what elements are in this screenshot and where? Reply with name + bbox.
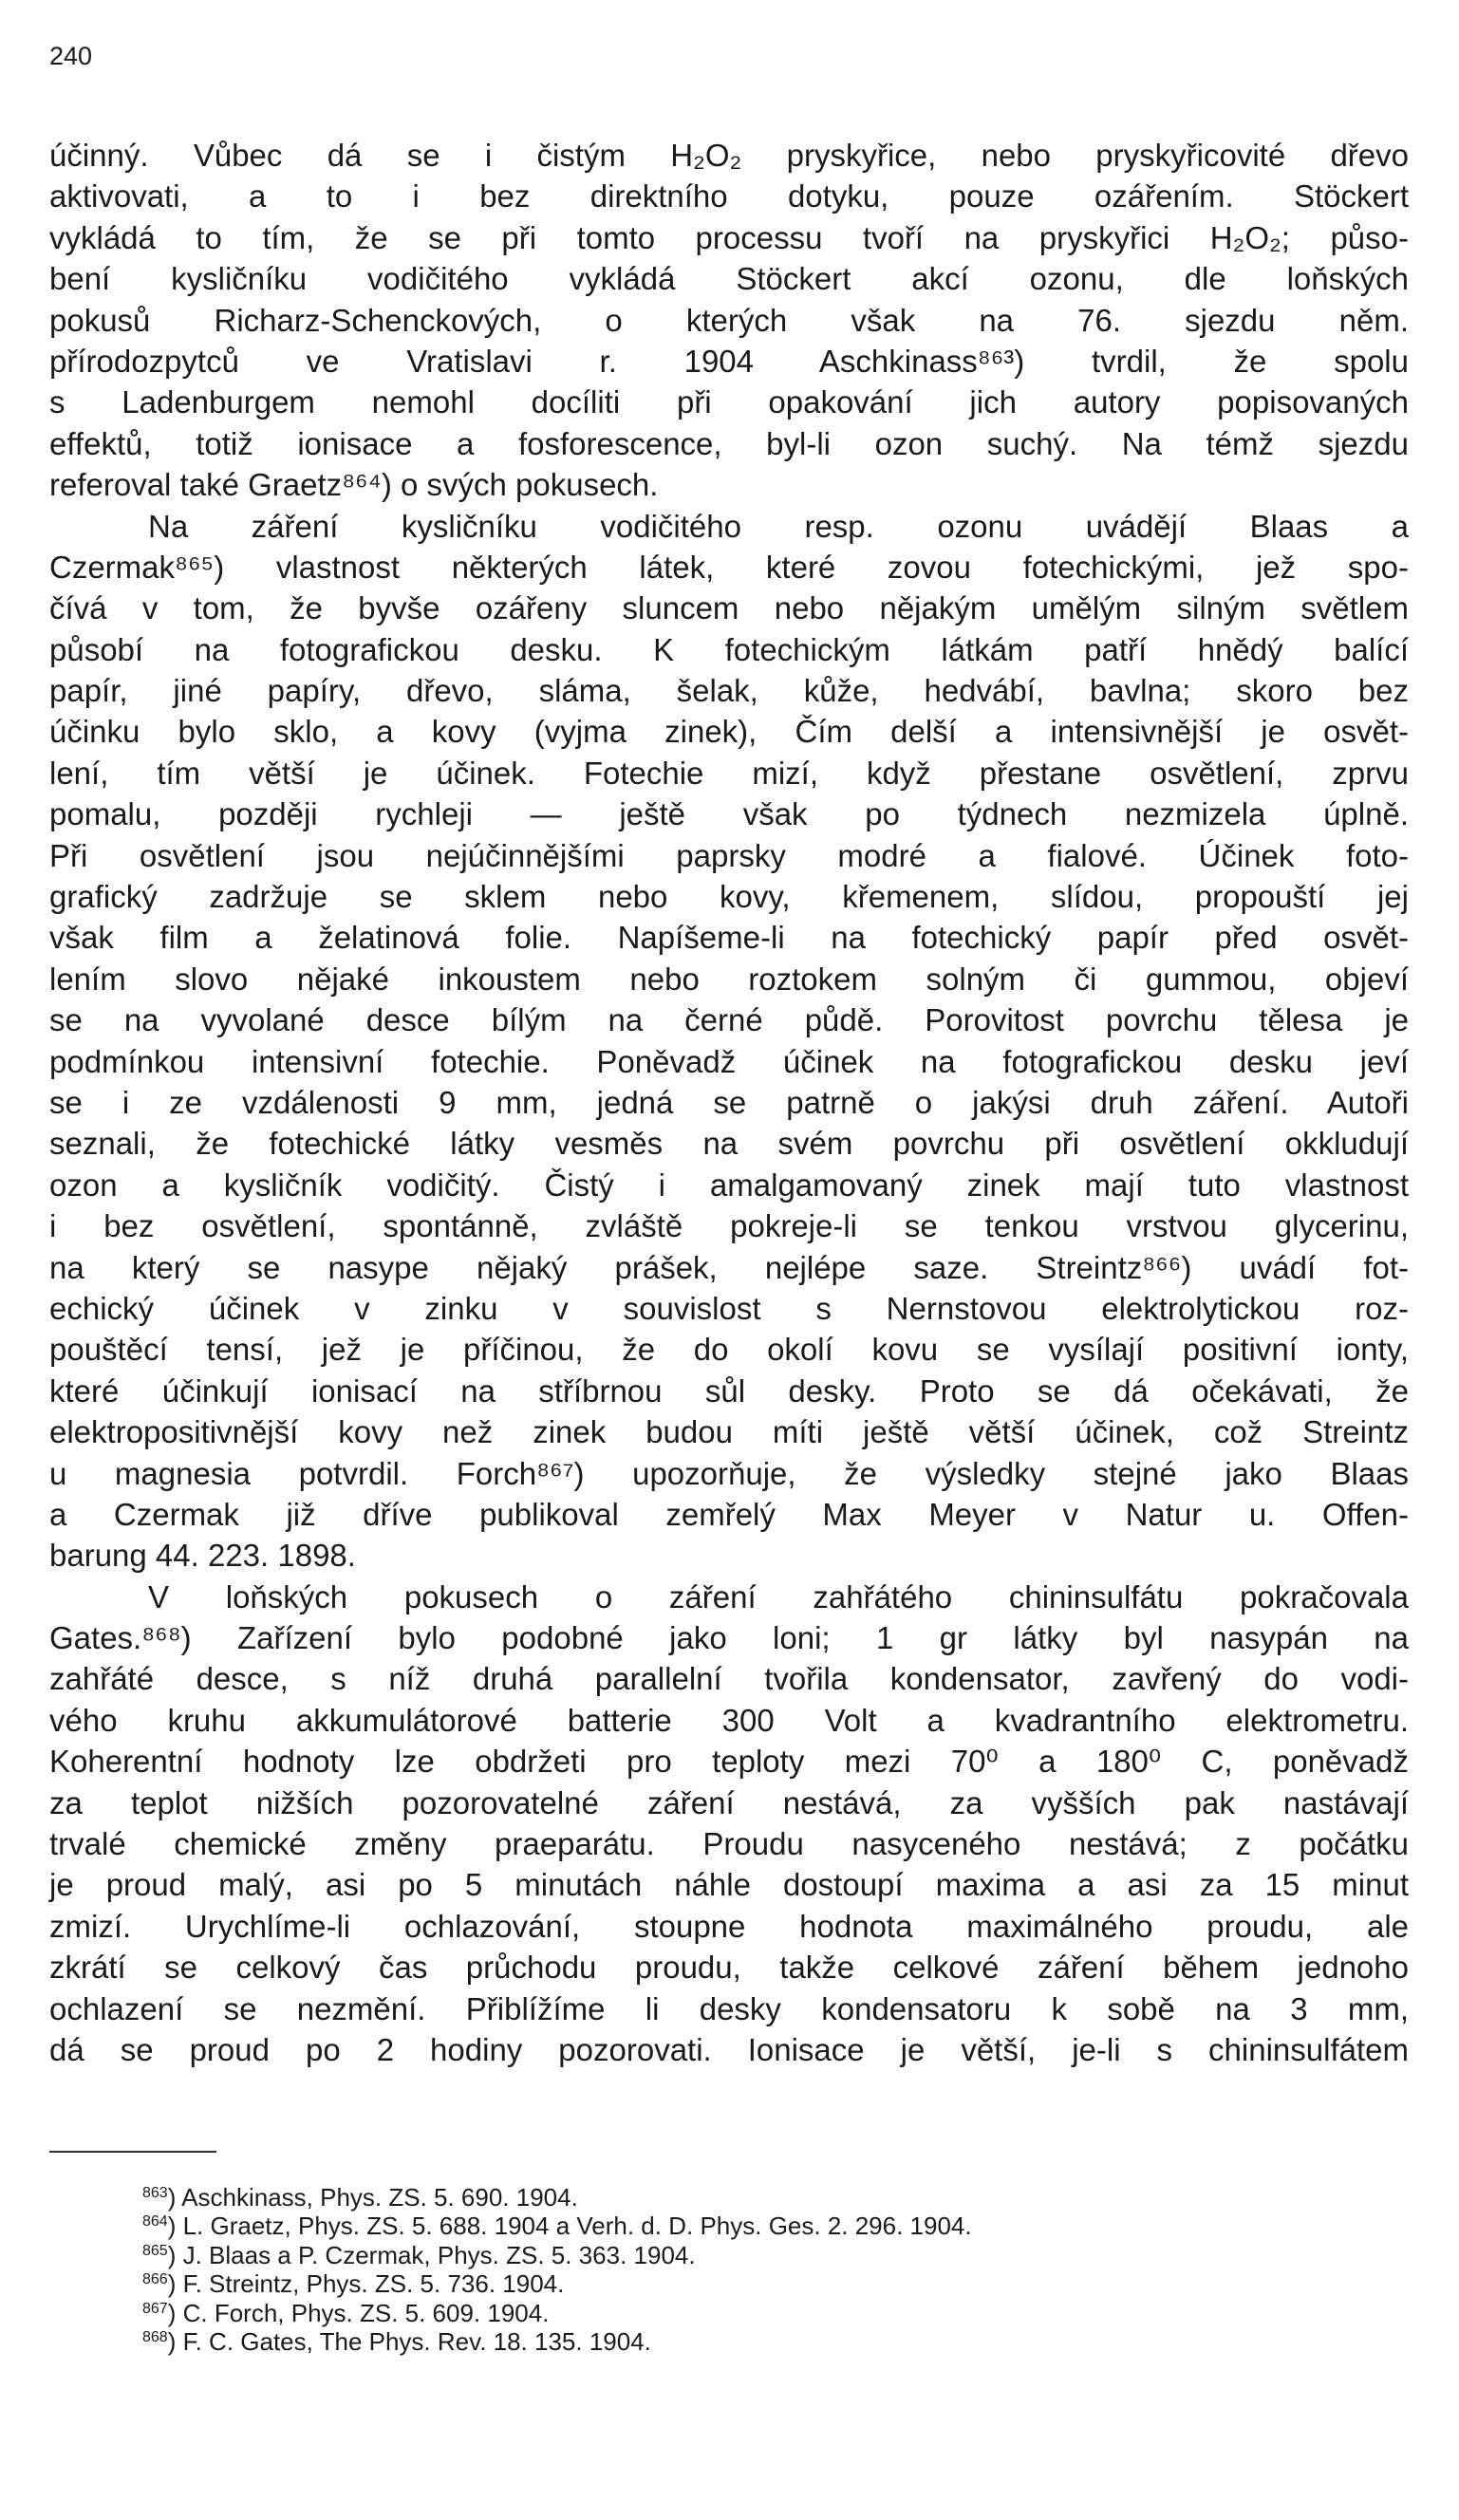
text-line: Při osvětlení jsou nejúčinnějšími paprsky modré a fialové. Účinek foto- xyxy=(49,837,1409,873)
footnote-text: Aschkinass, Phys. ZS. 5. 690. 1904. xyxy=(181,2183,578,2212)
text-line: vého kruhu akkumulátorové batterie 300 Volt a kvadrantního elektrometru. xyxy=(49,1702,1409,1738)
footnote: $^{868}$) F. C. Gates, The Phys. Rev. 18. 135. 1904. xyxy=(142,2326,651,2356)
footnotes xyxy=(142,2179,1405,2356)
text-line: effektů, totiž ionisace a fosforescence, byl-li ozon suchý. Na témž sjezdu xyxy=(49,425,1409,461)
body-text xyxy=(49,135,1409,2070)
text-line: je proud malý, asi po 5 minutách náhle dostoupí maxima a asi za 15 minut xyxy=(49,1867,1409,1903)
footnote-marker: 867 xyxy=(142,2300,168,2317)
footnote-marker: 868 xyxy=(142,2328,168,2345)
footnote: $^{865}$) J. Blaas a P. Czermak, Phys. ZS. 5. 363. 1904. xyxy=(142,2240,696,2269)
text-line: pokusů Richarz-Schenckových, o kterých však na 76. sjezdu něm. xyxy=(49,302,1409,338)
text-line: seznali, že fotechické látky vesměs na svém povrchu při osvětlení okkludují xyxy=(49,1126,1409,1162)
text-line: Gates.⁸⁶⁸) Zařízení bylo podobné jako loni; 1 gr látky byl nasypán na xyxy=(49,1620,1409,1656)
footnote-text: L. Graetz, Phys. ZS. 5. 688. 1904 a Verh. d. D. Phys. Ges. 2. 296. 1904. xyxy=(182,2212,972,2241)
text-line: echický účinek v zinku v souvislost s Nernstovou elektrolytickou roz- xyxy=(49,1290,1409,1326)
text-line: Na záření kysličníku vodičitého resp. ozonu uvádějí Blaas a xyxy=(148,508,1409,544)
text-line: aktivovati, a to i bez direktního dotyku, pouze ozářením. Stöckert xyxy=(49,178,1409,215)
footnote-text: J. Blaas a P. Czermak, Phys. ZS. 5. 363. 1904. xyxy=(182,2240,696,2269)
text-line: ochlazení se nezmění. Přiblížíme li desky kondensatoru k sobě na 3 mm, xyxy=(49,1990,1409,2026)
text-line: pomalu, později rychleji — ještě však po týdnech nezmizela úplně. xyxy=(49,796,1409,832)
text-line: lení, tím větší je účinek. Fotechie mizí, když přestane osvětlení, zprvu xyxy=(49,755,1409,791)
footnote-marker: 865 xyxy=(142,2242,168,2259)
text-line: ozon a kysličník vodičitý. Čistý i amalgamovaný zinek mají tuto vlastnost xyxy=(49,1167,1409,1203)
footnote: $^{866}$) F. Streintz, Phys. ZS. 5. 736. 1904. xyxy=(142,2269,565,2299)
text-line: lením slovo nějaké inkoustem nebo roztokem solným či gummou, objeví xyxy=(49,961,1409,997)
text-line: papír, jiné papíry, dřevo, sláma, šelak, kůže, hedvábí, bavlna; skoro bez xyxy=(49,673,1409,709)
text-line: čívá v tom, že byvše ozářeny sluncem nebo nějakým umělým silným světlem xyxy=(49,590,1409,626)
text-line: na který se nasype nějaký prášek, nejlépe saze. Streintz⁸⁶⁶) uvádí fot- xyxy=(49,1249,1409,1285)
footnote-text: C. Forch, Phys. ZS. 5. 609. 1904. xyxy=(182,2298,550,2327)
footnote: $^{863}$) Aschkinass, Phys. ZS. 5. 690. 1904. xyxy=(142,2183,578,2212)
text-line: referoval také Graetz⁸⁶⁴) o svých pokusech. xyxy=(49,467,659,503)
footnote: $^{864}$) L. Graetz, Phys. ZS. 5. 688. 1904 a Verh. d. D. Phys. Ges. 2. 296. 1904. xyxy=(142,2212,972,2241)
text-line: elektropositivnější kovy než zinek budou míti ještě větší účinek, což Streintz xyxy=(49,1414,1409,1450)
text-line: se na vyvolané desce bílým na černé půdě. Porovitost povrchu tělesa je xyxy=(49,1002,1409,1038)
footnote-text: F. C. Gates, The Phys. Rev. 18. 135. 1904. xyxy=(182,2326,651,2356)
footnote-marker: 863 xyxy=(142,2185,168,2201)
text-line: přírodozpytců ve Vratislavi r. 1904 Aschkinass⁸⁶³) tvrdil, že spolu xyxy=(49,343,1409,379)
text-line: V loňských pokusech o záření zahřátého chininsulfátu pokračovala xyxy=(148,1578,1409,1615)
text-line: vykládá to tím, že se při tomto processu tvoří na pryskyřici H₂O₂; půso- xyxy=(49,219,1409,255)
text-line: zmizí. Urychlíme-li ochlazování, stoupne hodnota maximálného proudu, ale xyxy=(49,1908,1409,1944)
footnote: $^{867}$) C. Forch, Phys. ZS. 5. 609. 1904. xyxy=(142,2298,550,2327)
text-line: trvalé chemické změny praeparátu. Proudu nasyceného nestává; z počátku xyxy=(49,1826,1409,1862)
text-line: se i ze vzdálenosti 9 mm, jedná se patrně o jakýsi druh záření. Autoři xyxy=(49,1084,1409,1120)
text-line: bení kysličníku vodičitého vykládá Stöckert akcí ozonu, dle loňských xyxy=(49,261,1409,297)
text-line: i bez osvětlení, spontánně, zvláště pokreje-li se tenkou vrstvou glycerinu, xyxy=(49,1208,1409,1244)
text-line: zkrátí se celkový čas průchodu proudu, takže celkové záření během jednoho xyxy=(49,1950,1409,1986)
text-line: u magnesia potvrdil. Forch⁸⁶⁷) upozorňuje, že výsledky stejné jako Blaas xyxy=(49,1455,1409,1491)
text-line: pouštěcí tensí, jež je příčinou, že do okolí kovu se vysílají positivní ionty, xyxy=(49,1332,1409,1368)
text-line: barung 44. 223. 1898. xyxy=(49,1538,356,1574)
footnote-text: F. Streintz, Phys. ZS. 5. 736. 1904. xyxy=(182,2269,565,2299)
footnote-marker: 864 xyxy=(142,2213,168,2231)
text-line: účinný. Vůbec dá se i čistým H₂O₂ pryskyřice, nebo pryskyřicovité dřevo xyxy=(49,138,1409,173)
text-line: které účinkují ionisací na stříbrnou sůl desky. Proto se dá očekávati, že xyxy=(49,1372,1409,1409)
text-line: Czermak⁸⁶⁵) vlastnost některých látek, které zovou fotechickými, jež spo- xyxy=(49,549,1409,585)
text-line: zahřáté desce, s níž druhá parallelní tvořila kondensator, zavřený do vodi- xyxy=(49,1661,1409,1697)
text-line: za teplot nižších pozorovatelné záření nestává, za vyšších pak nastávají xyxy=(49,1784,1409,1820)
footnote-divider xyxy=(49,2151,216,2153)
text-line: účinku bylo sklo, a kovy (vyjma zinek), Čím delší a intensivnější je osvět- xyxy=(49,714,1409,750)
text-line: s Ladenburgem nemohl docíliti při opakování jich autory popisovaných xyxy=(49,384,1409,420)
text-line: podmínkou intensivní fotechie. Poněvadž účinek na fotografickou desku jeví xyxy=(49,1043,1409,1079)
text-line: Koherentní hodnoty lze obdržeti pro teploty mezi 70⁰ a 180⁰ C, poněvadž xyxy=(49,1744,1409,1780)
text-line: působí na fotografickou desku. K fotechickým látkám patří hnědý balící xyxy=(49,631,1409,667)
page-number: 240 xyxy=(49,42,93,70)
text-line: grafický zadržuje se sklem nebo kovy, křemenem, slídou, propouští jej xyxy=(49,879,1409,915)
text-line: však film a želatinová folie. Napíšeme-li na fotechický papír před osvět- xyxy=(49,920,1409,956)
text-line: a Czermak již dříve publikoval zemřelý Max Meyer v Natur u. Offen- xyxy=(49,1496,1409,1532)
text-line: dá se proud po 2 hodiny pozorovati. Ionisace je větší, je-li s chininsulfátem xyxy=(49,2031,1409,2067)
footnote-marker: 866 xyxy=(142,2271,168,2288)
